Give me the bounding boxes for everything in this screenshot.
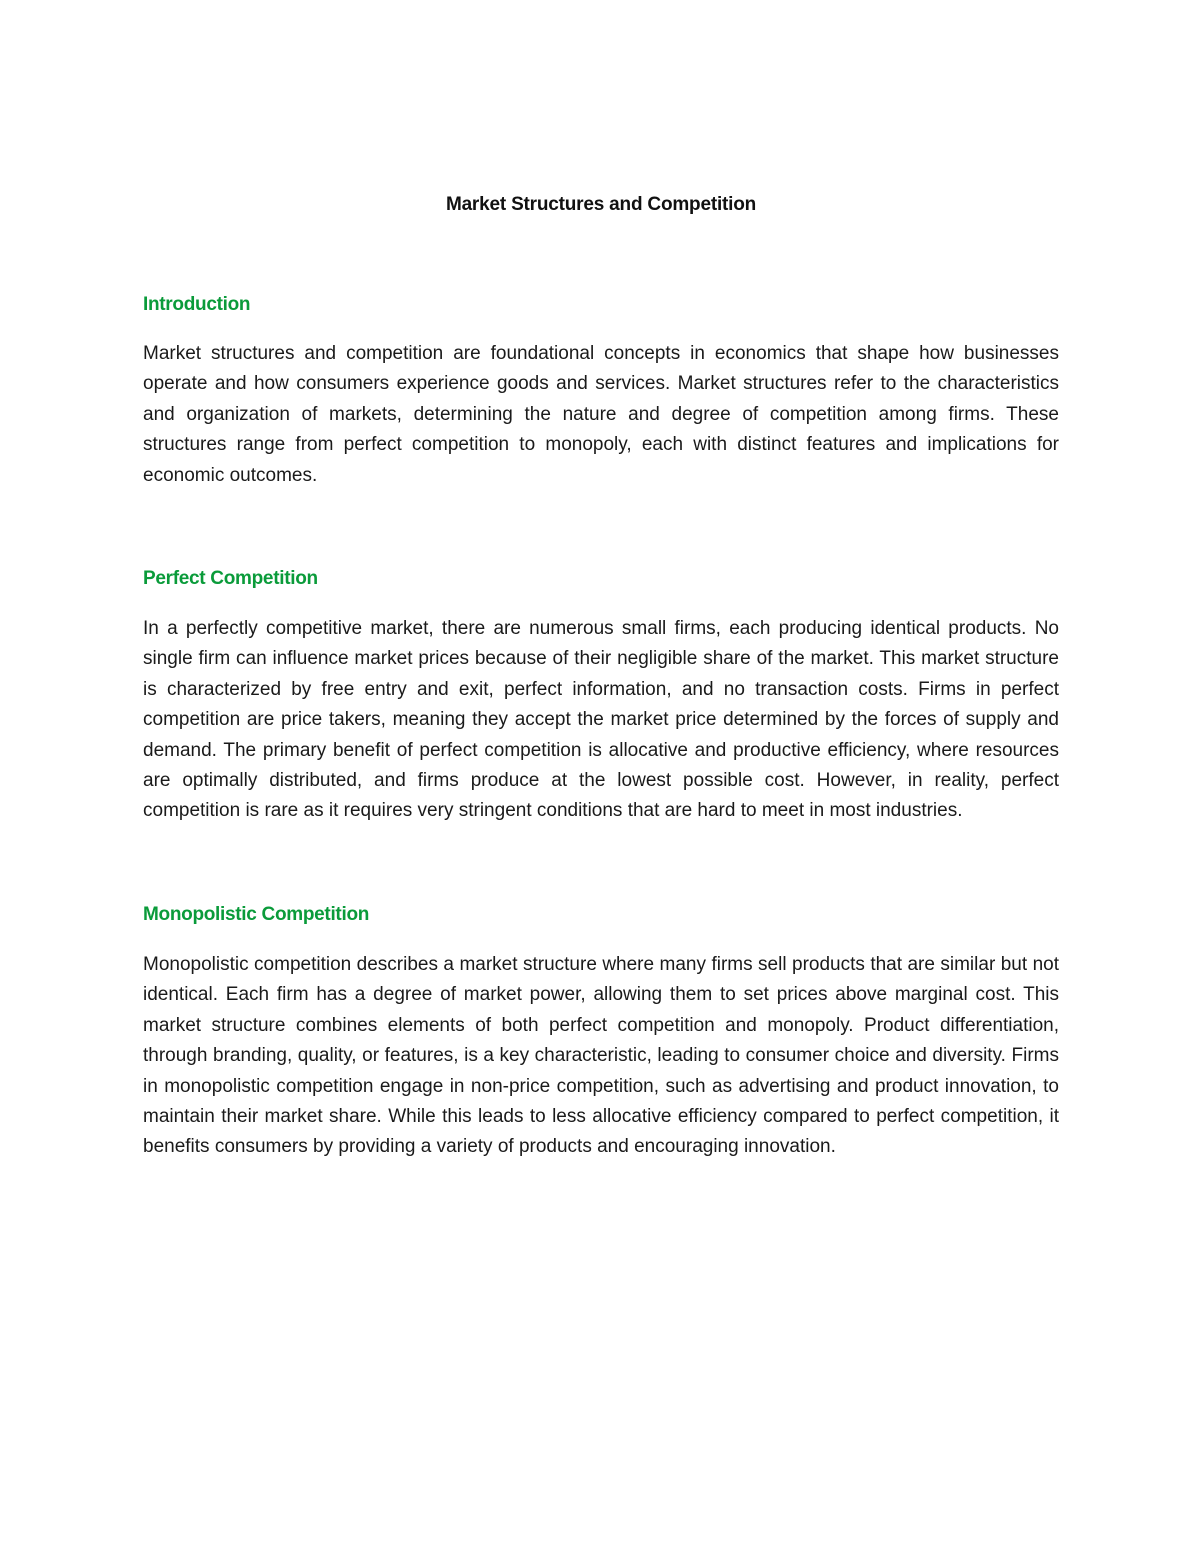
section-body-introduction: Market structures and competition are foundational concepts in economics that shape how businesses operate and how consumers experience goods and services. Market structures refer to the characteristics and organization of markets, determining the nature and degree of competition among firms. These structures range from perfect competition to monopoly, each with distinct features and implications for economic outcomes. — [143, 343, 1059, 486]
section-heading-perfect-competition: Perfect Competition — [143, 568, 318, 590]
section-body-perfect-competition: In a perfectly competitive market, there are numerous small firms, each producing identical products. No single firm can influence market prices because of their negligible share of the market. This market structure is characterized by free entry and exit, perfect information, and no transaction costs. Firms in perfect competition are price takers, meaning they accept the market price determined by the forces of supply and demand. The primary benefit of perfect competition is allocative and productive efficiency, where resources are optimally distributed, and firms produce at the lowest possible cost. However, in reality, perfect competition is rare as it requires very stringent conditions that are hard to meet in most industries. — [143, 618, 1059, 822]
document-content — [143, 190, 1059, 1163]
section-heading-introduction: Introduction — [143, 294, 251, 315]
section-heading-monopolistic-competition: Monopolistic Competition — [143, 903, 370, 925]
section-body-monopolistic-competition: Monopolistic competition describes a market structure where many firms sell products that are similar but not identical. Each firm has a degree of market power, allowing them to set prices above marginal cost. This market structure combines elements of both perfect competition and monopoly. Product differentiation, through branding, quality, or features, is a key characteristic, leading to consumer choice and diversity. Firms in monopolistic competition engage in non-price competition, such as advertising and product innovation, to maintain their market share. While this leads to less allocative efficiency compared to perfect competition, it benefits consumers by providing a variety of products and encouraging innovation. — [143, 953, 1059, 1158]
document-title: Market Structures and Competition — [445, 194, 757, 215]
